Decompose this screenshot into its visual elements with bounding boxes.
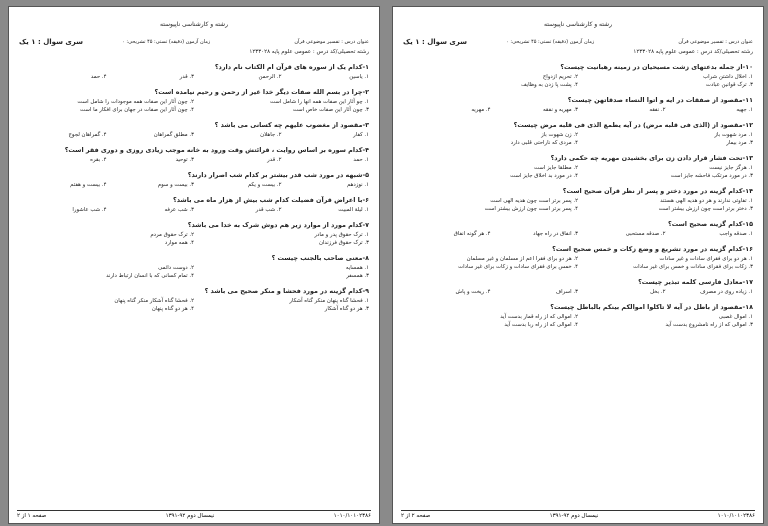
answer-option[interactable]: ۱. اخلال داشتن شراب <box>703 74 753 80</box>
answer-option[interactable]: ۲. بیست و یکم <box>247 182 282 188</box>
university-header: رشته و کارشناسی ناپیوسته <box>160 21 228 28</box>
question <box>19 146 369 164</box>
answer-option[interactable]: ۱. ترک حقوق پدر و مادر <box>314 232 369 238</box>
question-body: کدام گزینه در مورد فحشا و منکر صحیح می باشد ؟ <box>204 287 363 295</box>
question-text: ۱۸-مقصود از باطل در آیه لا تاکلوا اموالکم بینکم بالباطل چیست؟ <box>550 303 753 311</box>
question-number: ۶ <box>365 196 369 204</box>
answer-option[interactable]: ۳. مطلق گمراهان <box>153 132 194 138</box>
question-number: ۱۳ <box>745 154 753 162</box>
question-body: شبهه در مورد شب قدر بیشتر بر کدام شب اصرار دارند؟ <box>187 171 363 179</box>
question-body: مقصود از (الذی فی قلبه مرض) در آیه یطمع الذی فی قلبه مرض چیست؟ <box>513 121 743 129</box>
question-number: ۴ <box>365 146 369 154</box>
question-text: ۴-کدام سوره بر اساس روایت ، قرائتش وقت ورود به خانه موجب زیادی روزی و دوری فقر است؟ <box>64 146 369 154</box>
footer-ref: ۱۰۱۰/۱۰۱۰۲۳۸۶ <box>333 513 371 519</box>
answer-option[interactable]: ۴. شب عاشورا <box>72 207 107 213</box>
answer-option[interactable]: ۲. جاهلان <box>260 132 282 138</box>
question-body: تحت فشار قرار دادن زن برای بخشیدن مهریه چه حکمی دارد؟ <box>550 154 743 162</box>
question-body: معنی صاحب بالجنب چیست ؟ <box>271 254 363 262</box>
answer-option[interactable]: ۲. نفقه <box>649 107 666 113</box>
question-list <box>19 63 369 313</box>
question <box>19 121 369 139</box>
options <box>403 197 753 213</box>
question-text: ۵-شبهه در مورد شب قدر بیشتر بر کدام شب اصرار دارند؟ <box>187 171 369 179</box>
question <box>403 303 753 329</box>
question-number: ۱۲ <box>745 121 753 129</box>
answer-option[interactable]: ۳. بیست و سوم <box>157 182 194 188</box>
page-footer <box>401 510 755 519</box>
question <box>19 287 369 313</box>
answer-option[interactable]: ۲. تحریم ازدواج <box>542 74 578 80</box>
answer-option[interactable]: ۲. پسر برتر است چون هدیه الهی است <box>490 198 578 204</box>
question-text: ۶-با اعراض قرآن فضیلت کدام شب بیش از هزار ماه می باشد؟ <box>173 196 369 204</box>
exam-page-2 <box>392 6 764 524</box>
answer-option[interactable]: ۱. یاسین <box>349 74 369 80</box>
question-number: ۷ <box>365 221 369 229</box>
options <box>403 288 753 296</box>
options <box>19 181 369 189</box>
answer-option[interactable]: ۴. بیست و هفتم <box>70 182 107 188</box>
answer-option[interactable]: ۲. ترک حقوق مردم <box>150 232 194 238</box>
answer-option[interactable]: ۴. چون آثار این صفات در جهان برای افکار ما است <box>80 107 194 113</box>
question <box>403 245 753 271</box>
question-number: ۳ <box>365 121 369 129</box>
series-label: سری سوال : ۱ یک <box>19 38 84 46</box>
field-line: رشته تحصیلی/کد درس : عمومی علوم پایه ۱۲۳۳۰۲۸ <box>633 49 753 55</box>
options <box>19 206 369 214</box>
options <box>403 230 753 238</box>
answer-option[interactable]: ۳. شب عرفه <box>164 207 194 213</box>
answer-option[interactable]: ۴. ریخت و پاش <box>455 289 491 295</box>
exam-page-1 <box>8 6 380 524</box>
question-body: با اعراض قرآن فضیلت کدام شب بیش از هزار ماه می باشد؟ <box>173 196 363 204</box>
answer-option[interactable]: ۴. پشت پا زدن به وظایف <box>521 82 578 88</box>
question-text: ۷-کدام مورد از موارد زیر هم دوش شرک به خدا می باشد؟ <box>187 221 369 229</box>
answer-option[interactable]: ۳. چون آثار این صفات خاص است <box>292 107 369 113</box>
options <box>19 156 369 164</box>
answer-option[interactable]: ۳. زکات برای فقرای سادات و خمس برای غیر سادات <box>633 264 753 270</box>
question-body: کدام گزینه در مورد دختر و پسر از نظر قرآن صحیح است؟ <box>562 187 743 195</box>
footer-code: نیمسال دوم ۹۲-۱۳۹۱ <box>165 513 215 519</box>
options <box>403 255 753 271</box>
question-number: ۱۱ <box>745 96 753 104</box>
footer-page: صفحه ۱ از ۲ <box>17 513 47 519</box>
question-body: مقصود از مغضوب علیهم چه کسانی می باشد ؟ <box>214 121 363 129</box>
question-text: ۹-کدام گزینه در مورد فحشا و منکر صحیح می باشد ؟ <box>204 287 369 295</box>
answer-option[interactable]: ۱. زیاده روی در مصرف <box>700 289 753 295</box>
answer-option[interactable]: ۱. صدقه واجب <box>719 231 753 237</box>
answer-option[interactable]: ۱. اموال غصبی <box>718 314 753 320</box>
question-number: ۱ <box>365 63 369 71</box>
question-body: کدام یک از سوره های قرآن ام الکتاب نام دارد؟ <box>214 63 363 71</box>
exam-header <box>403 38 753 56</box>
question-body: چرا در بسم الله صفات دیگر خدا غیر از رحمن و رحیم نیامده است؟ <box>154 88 363 96</box>
question-body: مقصود از صفقات در ایه و اتوا النساء صدقاتهن چیست؟ <box>567 96 743 104</box>
question-number: ۲ <box>365 88 369 96</box>
question-text: ۳-مقصود از مغضوب علیهم چه کسانی می باشد ؟ <box>214 121 369 129</box>
answer-option[interactable]: ۱. نوزدهم <box>346 182 369 188</box>
answer-option[interactable]: ۱. کفار <box>353 132 369 138</box>
question <box>403 220 753 238</box>
answer-option[interactable]: ۴. هر دو گناه پنهان <box>151 306 194 312</box>
options <box>19 131 369 139</box>
answer-option[interactable]: ۴. مهریه <box>471 107 491 113</box>
question-body: مقصود از باطل در آیه لا تاکلوا اموالکم بینکم بالباطل چیست؟ <box>550 303 743 311</box>
answer-option[interactable]: ۱. هر دو برای فقرای سادات و غیر سادات <box>659 256 753 262</box>
answer-option[interactable]: ۳. اسراف <box>555 289 578 295</box>
answer-option[interactable]: ۴. در مورد بد اخلاق جایز است <box>510 173 578 179</box>
answer-option[interactable]: ۴. حمد <box>90 74 107 80</box>
answer-option[interactable]: ۱. چو آثار این صفات همه انها را شامل است <box>269 99 369 105</box>
answer-option[interactable]: ۲. دوست دائمی <box>158 265 194 271</box>
answer-option[interactable]: ۲. شب قدر <box>255 207 282 213</box>
answer-option[interactable]: ۳. همسفر <box>346 273 369 279</box>
question <box>403 96 753 114</box>
question-number: ۵ <box>365 171 369 179</box>
answer-option[interactable]: ۳. هر دو گناه آشکار <box>324 306 369 312</box>
question-list <box>403 63 753 329</box>
question-number: ۱۸ <box>745 303 753 311</box>
options <box>19 73 369 81</box>
answer-option[interactable]: ۱. همسایه <box>345 265 369 271</box>
answer-option[interactable]: ۲. الرحمن <box>258 74 282 80</box>
answer-option[interactable]: ۳. انفاق در راه جهاد <box>533 231 578 237</box>
footer-page: صفحه ۲ از ۲ <box>401 513 431 519</box>
question <box>19 221 369 247</box>
question-body: کدام سوره بر اساس روایت ، قرائتش وقت ورود به خانه موجب زیادی روزی و دوری فقر است؟ <box>64 146 363 154</box>
answer-option[interactable]: ۴. خمس برای فقرای سادات و زکات برای غیر سادات <box>458 264 578 270</box>
question-number: ۹ <box>365 287 369 295</box>
question <box>403 187 753 213</box>
question-text: ۱۶-کدام گزینه در مورد تشریع و وضع زکات و خمس صحیح است؟ <box>552 245 753 253</box>
question-text: ۲-چرا در بسم الله صفات دیگر خدا غیر از رحمن و رحیم نیامده است؟ <box>154 88 369 96</box>
question-text: ۱۵-کدام گزینه صحیح است؟ <box>668 220 753 228</box>
answer-option[interactable]: ۳. ترک حقوق فرزندان <box>318 240 369 246</box>
answer-option[interactable]: ۳. اموالی که از راه نامشروع بدست آید <box>665 322 753 328</box>
university-header: رشته و کارشناسی ناپیوسته <box>544 21 612 28</box>
answer-option[interactable]: ۳. توحید <box>175 157 194 163</box>
answer-option[interactable]: ۱. جهیه <box>736 107 753 113</box>
question <box>19 88 369 114</box>
answer-option[interactable]: ۲. اموالی که از راه قمار بدست آید <box>500 314 578 320</box>
answer-option[interactable]: ۲. مطلقا جایز است <box>534 165 578 171</box>
answer-option[interactable]: ۳. قدر <box>179 74 194 80</box>
options <box>403 164 753 180</box>
answer-option[interactable]: ۲. صدقه مستحبی <box>625 231 666 237</box>
answer-option[interactable]: ۱. تفاوتی ندارند و هر دو هدیه الهی هستند <box>660 198 753 204</box>
question <box>19 254 369 280</box>
answer-option[interactable]: ۴. اموالی که از راه ربا بدست آید <box>504 322 578 328</box>
question <box>19 196 369 214</box>
options <box>403 313 753 329</box>
answer-option[interactable]: ۱. مرد شهوت باز <box>714 132 753 138</box>
question-number: ۱۷ <box>745 278 753 286</box>
options <box>19 264 369 280</box>
answer-option[interactable]: ۳. دختر برتر است چون ارزش بیشتر است <box>658 206 753 212</box>
field-line: رشته تحصیلی/کد درس : عمومی علوم پایه ۱۲۳۳۰۲۸ <box>249 49 369 55</box>
question-number: ۸ <box>365 254 369 262</box>
question-body: کدام گزینه صحیح است؟ <box>668 220 743 228</box>
answer-option[interactable]: ۲. بخل <box>650 289 666 295</box>
page-content <box>403 15 753 517</box>
answer-option[interactable]: ۱. هرگز جایز نیست <box>709 165 753 171</box>
answer-option[interactable]: ۴. هر گونه انفاق <box>453 231 491 237</box>
question-number: ۱۴ <box>745 187 753 195</box>
question-text: ۸-معنی صاحب بالجنب چیست ؟ <box>271 254 369 262</box>
options <box>403 106 753 114</box>
subject-line: عنوان درس : تفسیر موضوعی قرآن <box>294 39 369 45</box>
question <box>403 278 753 296</box>
question <box>403 63 753 89</box>
question-text: ۱۷-معادل فارسی کلمه تبذیر چیست؟ <box>638 278 753 286</box>
question <box>403 154 753 180</box>
answer-option[interactable]: ۳. مرد بیمار <box>726 140 753 146</box>
answer-option[interactable]: ۲. قدر <box>267 157 282 163</box>
options <box>403 73 753 89</box>
options <box>403 131 753 147</box>
options <box>19 231 369 247</box>
question <box>19 63 369 81</box>
question <box>19 171 369 189</box>
footer-code: نیمسال دوم ۹۲-۱۳۹۱ <box>549 513 599 519</box>
answer-option[interactable]: ۴. پسر برتر است چون ارزش بیشتر است <box>484 206 578 212</box>
options <box>19 98 369 114</box>
answer-option[interactable]: ۳. در مورد مرتکب فاحشه جایز است <box>670 173 753 179</box>
answer-option[interactable]: ۲. فحشا گناه آشکار منکر گناه پنهان <box>114 298 194 304</box>
answer-option[interactable]: ۴. تمام کسانی که با انسان ارتباط دارند <box>106 273 194 279</box>
exam-info <box>633 38 753 56</box>
question-body: از جمله بدعتهای زشت مسیحیان در زمینه رهبانیت چیست؟ <box>560 63 743 71</box>
answer-option[interactable]: ۴. همه موارد <box>164 240 194 246</box>
question-body: کدام مورد از موارد زیر هم دوش شرک به خدا می باشد؟ <box>187 221 363 229</box>
subject-line: عنوان درس : تفسیر موضوعی قرآن <box>678 39 753 45</box>
footer-ref: ۱۰۱۰/۱۰۱۰۲۳۸۶ <box>717 513 755 519</box>
answer-option[interactable]: ۲. چون آثار این صفات همه موجودات را شامل است <box>77 99 194 105</box>
question-text: ۱۱-مقصود از صفقات در ایه و اتوا النساء صدقاتهن چیست؟ <box>567 96 753 104</box>
question-text: ۱۳-تحت فشار قرار دادن زن برای بخشیدن مهریه چه حکمی دارد؟ <box>550 154 753 162</box>
question-text: ۱۴-کدام گزینه در مورد دختر و پسر از نظر قرآن صحیح است؟ <box>562 187 753 195</box>
series-label: سری سوال : ۱ یک <box>403 38 468 46</box>
question <box>403 121 753 147</box>
page-footer <box>17 510 371 519</box>
answer-option[interactable]: ۲. هر دو برای فقرا اعم از مسلمان و غیر مسلمان <box>466 256 578 262</box>
options <box>19 297 369 313</box>
answer-option[interactable]: ۴. گمراهان لجوج <box>68 132 107 138</box>
exam-time: زمان آزمون (دقیقه) تستی: ۴۵ تشریحی: ۰ <box>122 39 211 45</box>
question-body: معادل فارسی کلمه تبذیر چیست؟ <box>638 278 743 286</box>
question-text: ۱۲-مقصود از (الذی فی قلبه مرض) در آیه یطمع الذی فی قلبه مرض چیست؟ <box>513 121 753 129</box>
exam-time: زمان آزمون (دقیقه) تستی: ۴۵ تشریحی: ۰ <box>506 39 595 45</box>
answer-option[interactable]: ۳. ترک قوانین عبادت <box>705 82 753 88</box>
answer-option[interactable]: ۳. مهریه و نفقه <box>543 107 578 113</box>
question-body: کدام گزینه در مورد تشریع و وضع زکات و خمس صحیح است؟ <box>552 245 743 253</box>
answer-option[interactable]: ۱. لیلة المبیت <box>338 207 369 213</box>
exam-header <box>19 38 369 56</box>
answer-option[interactable]: ۴. مردی که ناراحتی قلبی دارد <box>510 140 578 146</box>
answer-option[interactable]: ۱. فحشا گناه پنهان منکر گناه آشکار <box>289 298 369 304</box>
question-number: ۱۰ <box>745 63 753 71</box>
answer-option[interactable]: ۴. بقره <box>90 157 107 163</box>
question-number: ۱۵ <box>745 220 753 228</box>
question-number: ۱۶ <box>745 245 753 253</box>
question-text: ۱۰-از جمله بدعتهای زشت مسیحیان در زمینه رهبانیت چیست؟ <box>560 63 753 71</box>
answer-option[interactable]: ۱. حمد <box>353 157 369 163</box>
page-content <box>19 15 369 517</box>
exam-info <box>249 38 369 56</box>
question-text: ۱-کدام یک از سوره های قرآن ام الکتاب نام دارد؟ <box>214 63 369 71</box>
answer-option[interactable]: ۲. زن شهوت باز <box>541 132 578 138</box>
